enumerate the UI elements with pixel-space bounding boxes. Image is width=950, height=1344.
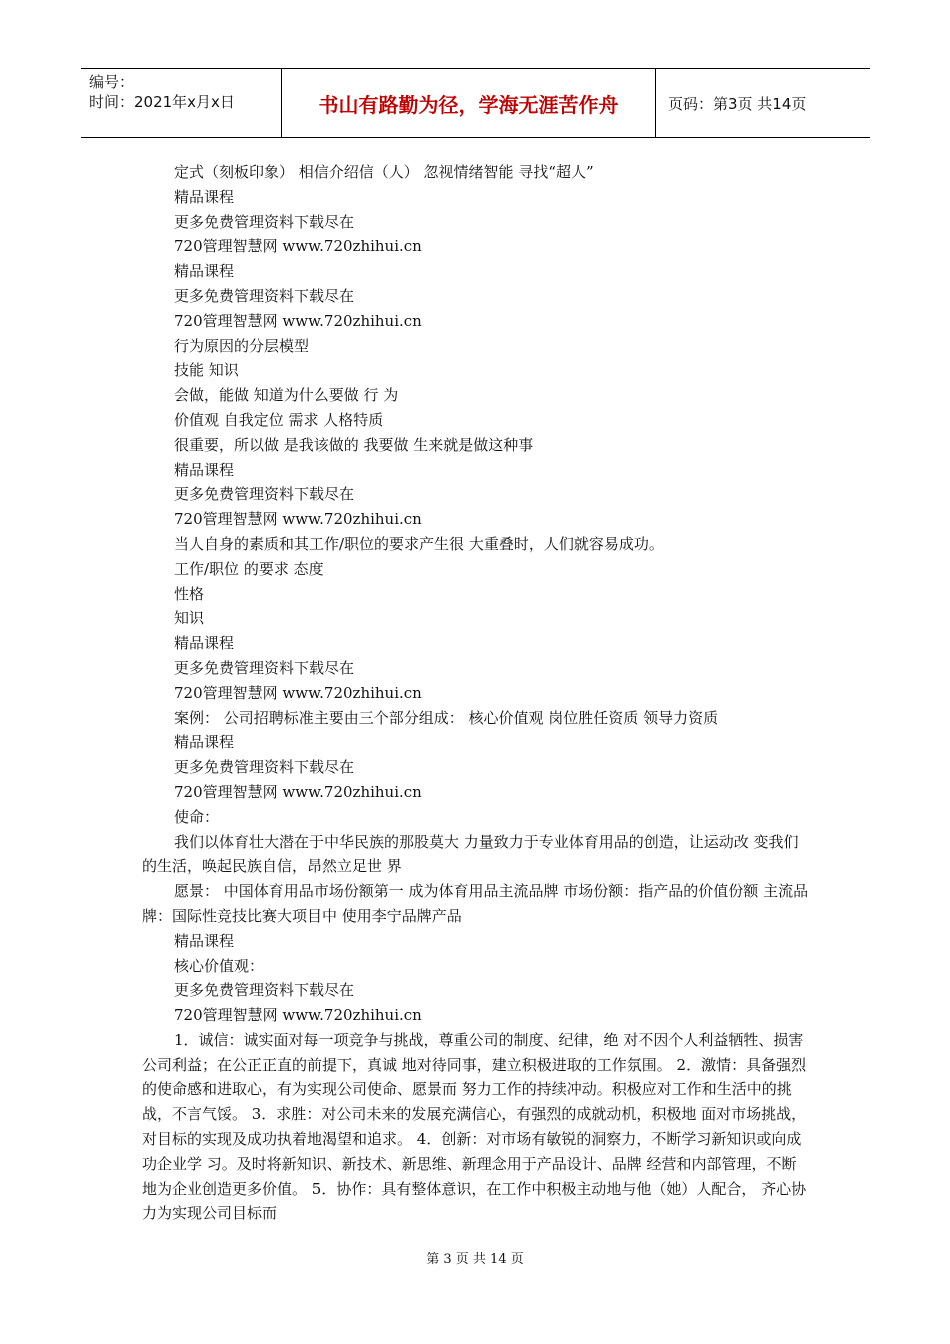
text-line: 720管理智慧网 www.720zhihui.cn bbox=[174, 237, 422, 256]
text-line: 精品课程 bbox=[174, 460, 235, 479]
text-line: 720管理智慧网 www.720zhihui.cn bbox=[174, 683, 422, 702]
text-line: 精品课程 bbox=[174, 187, 235, 206]
text-line: 720管理智慧网 www.720zhihui.cn bbox=[174, 311, 422, 330]
text-lines-2 bbox=[142, 929, 810, 1028]
text-line: 当人自身的素质和其工作/职位的要求产生很 大重叠时，人们就容易成功。 bbox=[174, 534, 664, 553]
text-line: 定式（刻板印象） 相信介绍信（人） 忽视情绪智能 寻找“超人” bbox=[174, 163, 594, 181]
text-line: 720管理智慧网 www.720zhihui.cn bbox=[174, 1006, 422, 1025]
text-line: 精品课程 bbox=[174, 733, 235, 752]
text-line: 更多免费管理资料下载尽在 bbox=[174, 658, 355, 677]
text-line: 更多免费管理资料下载尽在 bbox=[174, 286, 355, 305]
motto: 书山有路勤为径，学海无涯苦作舟 bbox=[282, 69, 656, 137]
text-line: 很重要，所以做 是我该做的 我要做 生来就是做这种事 bbox=[174, 435, 534, 454]
document-header bbox=[81, 68, 870, 138]
page-footer: 第 3 页 共 14 页 bbox=[426, 1252, 524, 1267]
document-body bbox=[142, 160, 810, 1226]
text-line: 会做，能做 知道为什么要做 行 为 bbox=[174, 386, 399, 405]
page-code-text: 页码：第3页 共14页 bbox=[668, 94, 807, 113]
text-line: 更多免费管理资料下载尽在 bbox=[174, 981, 355, 1000]
mission-paragraph: 我们以体育壮大潜在于中华民族的那股莫大 力量致力于专业体育用品的创造，让运动改 变我们的生活，唤起民族自信，昂然立足世 界 bbox=[142, 832, 799, 876]
time-label: 时间：2021年x月x日 bbox=[89, 93, 235, 111]
text-line: 使命： bbox=[174, 807, 220, 826]
text-line: 技能 知识 bbox=[174, 361, 239, 380]
text-line: 核心价值观： bbox=[174, 956, 265, 975]
text-line: 价值观 自我定位 需求 人格特质 bbox=[174, 410, 384, 429]
text-line: 行为原因的分层模型 bbox=[174, 336, 310, 355]
text-line: 720管理智慧网 www.720zhihui.cn bbox=[174, 782, 422, 801]
text-lines-1 bbox=[142, 160, 810, 830]
text-line: 精品课程 bbox=[174, 634, 235, 653]
text-line: 工作/职位 的要求 态度 bbox=[174, 559, 324, 578]
text-line: 性格 bbox=[174, 584, 205, 603]
vision-paragraph: 愿景： 中国体育用品市场份额第一 成为体育用品主流品牌 市场份额：指产品的价值份额 主流品牌：国际性竞技比赛大项目中 使用李宁品牌产品 bbox=[142, 882, 809, 925]
text-line: 更多免费管理资料下载尽在 bbox=[174, 758, 355, 777]
text-line: 案例： 公司招聘标准主要由三个部分组成： 核心价值观 岗位胜任资质 领导力资质 bbox=[174, 708, 719, 727]
text-line: 720管理智慧网 www.720zhihui.cn bbox=[174, 510, 422, 529]
page-code bbox=[664, 69, 870, 137]
text-line: 更多免费管理资料下载尽在 bbox=[174, 485, 355, 504]
text-line: 更多免费管理资料下载尽在 bbox=[174, 212, 355, 231]
text-line: 精品课程 bbox=[174, 931, 235, 950]
text-line: 知识 bbox=[174, 609, 205, 628]
number-label: 编号： bbox=[89, 73, 135, 91]
header-meta-cell bbox=[81, 69, 282, 137]
core-values-paragraph: 1．诚信：诚实面对每一项竞争与挑战，尊重公司的制度、纪律，绝 对不因个人利益牺牲、损害公司利益；在公正正直的前提下，真诚 地对待同事，建立积极进取的工作氛围。 2．激情：具备强烈的使命感和进取心，有为实现公司使命、愿景而 努力工作的持续冲动。积极应对工作和生活中的挑战，不言气馁。 3．求胜：对公司未来的发展充满信心，有强烈的成就动机，积极地 面对市场挑战，对目标的实现及成功执着地渴望和追求。 4．创新：对市场有敏锐的洞察力，不断学习新知识或向成功企业学 习。及时将新知识、新技术、新思维、新理念用于产品设计、品牌 经营和内部管理，不断地为企业创造更多价值。 5．协作：具有整体意识，在工作中积极主动地与他（她）人配合， 齐心协力为实现公司目标而 bbox=[142, 1030, 807, 1223]
text-line: 精品课程 bbox=[174, 262, 235, 281]
